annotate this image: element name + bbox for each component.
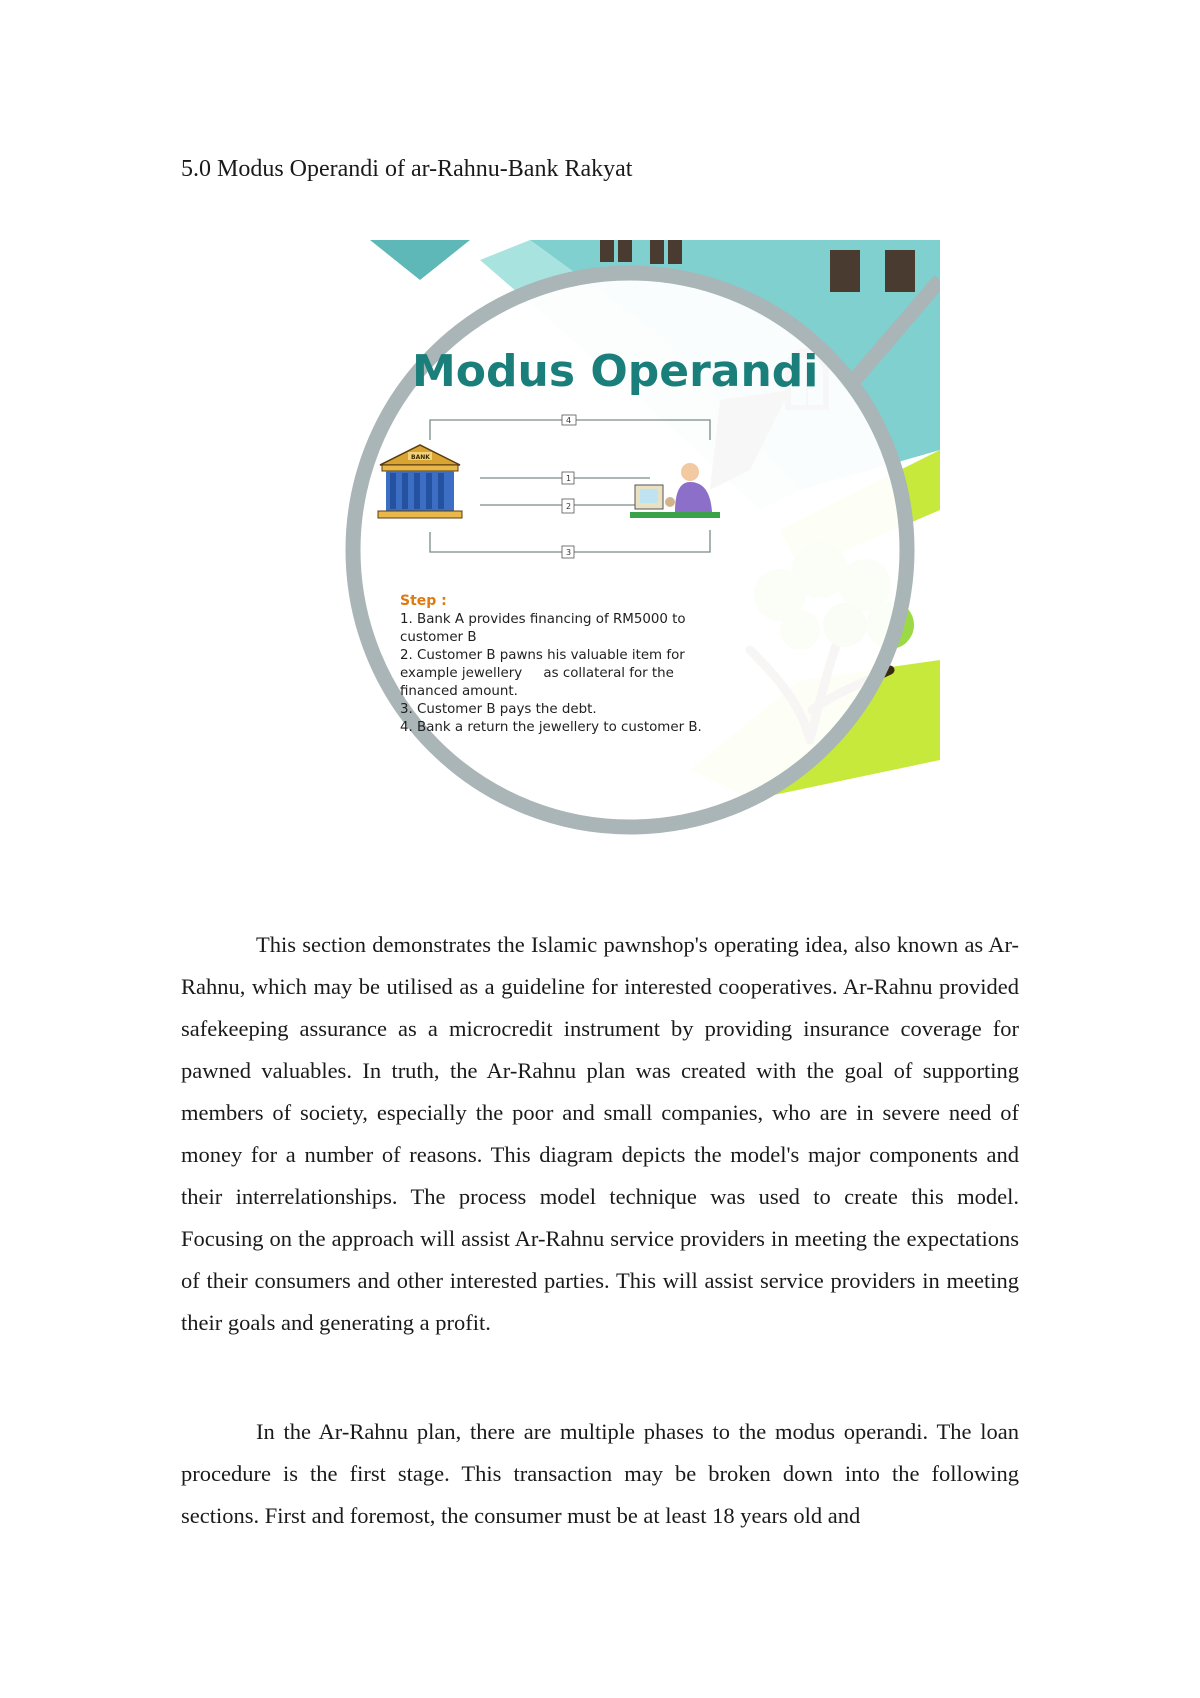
step-line: 4. Bank a return the jewellery to customer B. [400, 720, 702, 735]
step-line: 2. Customer B pawns his valuable item for [400, 648, 685, 663]
steps-heading: Step : [400, 593, 447, 609]
paragraph-text: In the Ar-Rahnu plan, there are multiple phases to the modus operandi. The loan procedure is the first stage. This transaction may be broken down into the following sections. First and foremost, the consumer must be at least 18 years old and [181, 1419, 1019, 1528]
step-line: customer B [400, 630, 477, 645]
step-line: example jewellery as collateral for the [400, 666, 674, 681]
modus-operandi-figure [330, 240, 940, 840]
flow-number: 3 [566, 548, 572, 557]
body-paragraph-1 [181, 924, 1019, 1344]
flow-number: 4 [566, 416, 572, 425]
step-line: 1. Bank A provides financing of RM5000 to [400, 612, 686, 627]
flow-number: 2 [566, 502, 572, 511]
figure-illustration [330, 240, 940, 840]
section-heading: 5.0 Modus Operandi of ar-Rahnu-Bank Rakyat [181, 156, 633, 182]
figure-title: Modus Operandi [412, 346, 819, 397]
step-line: 3. Customer B pays the debt. [400, 702, 597, 717]
bank-sign: BANK [411, 454, 430, 461]
flow-number: 1 [566, 474, 572, 483]
step-line: financed amount. [400, 684, 518, 699]
paragraph-text: This section demonstrates the Islamic pawnshop's operating idea, also known as Ar-Rahnu, which may be utilised as a guideline for interested cooperatives. Ar-Rahnu provided safekeeping assurance as a microcredit instrument by providing insurance coverage for pawned valuables. In truth, the Ar-Rahnu plan was created with the goal of supporting members of society, especially the poor and small companies, who are in severe need of money for a number of reasons. This diagram depicts the model's major components and their interrelationships. The process model technique was used to create this model. Focusing on the approach will assist Ar-Rahnu service providers in meeting the expectations of their consumers and other interested parties. This will assist service providers in meeting their goals and generating a profit. [181, 932, 1019, 1335]
body-paragraph-2 [181, 1411, 1019, 1537]
